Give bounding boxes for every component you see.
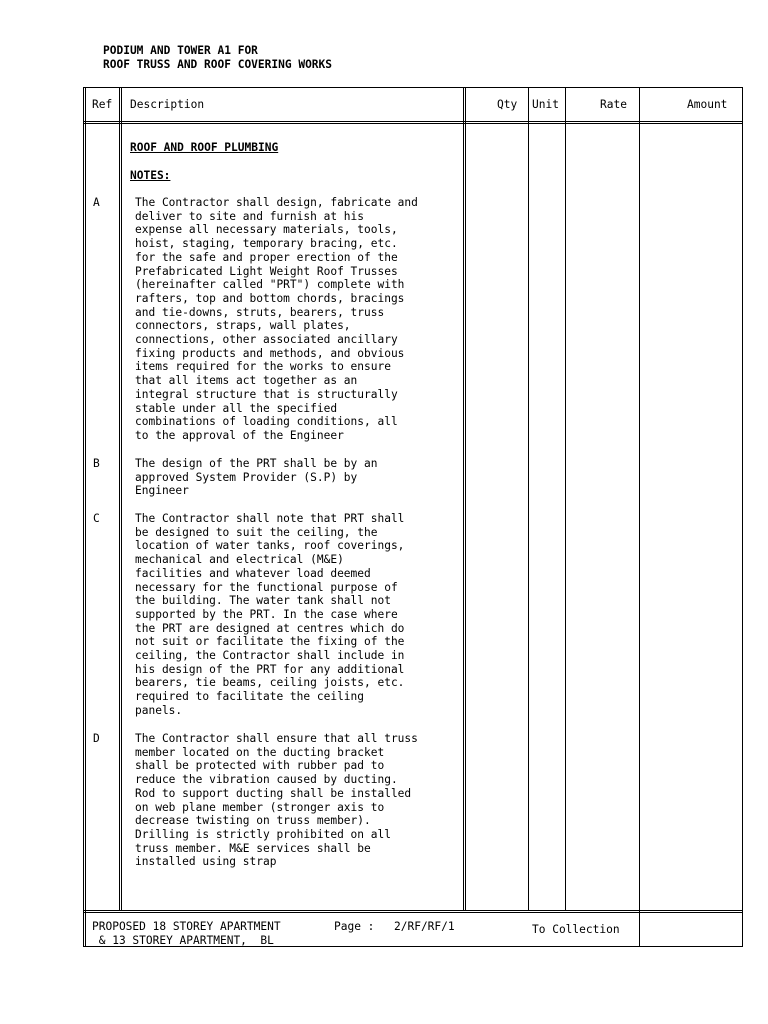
footer-project-line-2: & 13 STOREY APARTMENT, BL [92,934,274,947]
qty-unit-divider [528,87,529,911]
footer-top-border [83,910,743,911]
item-text-d: The Contractor shall ensure that all truss member located on the ducting bracket shall be protected with rubber pad to reduce the vibration caused by ducting. Rod to support ducting shall be installed on web plane member (stronger axis to decrease twisting on truss member). Drilling is strictly prohibited on all truss member. M&E services shall be installed using strap [135,732,418,869]
footer-to-collection: To Collection [532,923,620,936]
ref-desc-divider-double [121,87,122,911]
table-top-border [83,87,743,88]
footer-project-line-1: PROPOSED 18 STOREY APARTMENT [92,920,281,933]
unit-rate-divider [565,87,566,911]
left-border-double [85,87,86,947]
item-ref-d: D [93,732,100,745]
item-text-b: The design of the PRT shall be by an approved System Provider (S.P) by Engineer [135,457,378,498]
item-text-c: The Contractor shall note that PRT shall be designed to suit the ceiling, the location of water tanks, roof coverings, mechanical and electrical (M&E) facilities and whatever load deemed necessary for the functional purpose of the building. The water tank shall not supported by the PRT. In the case where the PRT are designed at centres which do not suit or facilitate the fixing of the ceiling, the Contractor shall include in his design of the PRT for any additional bearers, tie beams, ceiling joists, etc. required to facilitate the ceiling panels. [135,512,405,717]
desc-qty-divider [463,87,464,911]
item-ref-b: B [93,457,100,470]
item-text-a: The Contractor shall design, fabricate and deliver to site and furnish at his expense all necessary materials, tools, hoist, staging, temporary bracing, etc. for the safe and proper erection of the Prefabricated Light Weight Roof Trusses (hereinafter called "PRT") complete with rafters, top and bottom chords, bracings and tie-downs, struts, bearers, truss connectors, straps, wall plates, connections, other associated ancillary fixing products and methods, and obvious items required for the works to ensure that all items act together as an integral structure that is structurally stable under all the specified combinations of loading conditions, all to the approval of the Engineer [135,196,418,442]
header-bottom-border [83,121,743,122]
col-header-ref: Ref [92,98,113,111]
ref-desc-divider [119,87,120,911]
header-bottom-border-double [83,123,743,124]
col-header-unit: Unit [532,98,559,111]
footer-page-number: 2/RF/RF/1 [394,920,455,933]
col-header-description: Description [130,98,205,111]
col-header-amount: Amount [687,98,728,111]
document-title-line-2: ROOF TRUSS AND ROOF COVERING WORKS [103,58,333,71]
item-ref-c: C [93,512,100,525]
desc-qty-divider-double [465,87,466,911]
right-border [742,87,743,947]
section-heading: ROOF AND ROOF PLUMBING [130,141,279,154]
col-header-rate: Rate [600,98,627,111]
footer-page-label: Page : [334,920,375,933]
left-border [83,87,84,947]
footer-top-border-double [83,912,743,913]
rate-amount-divider [639,87,640,947]
col-header-qty: Qty [497,98,518,111]
notes-label: NOTES: [130,169,171,182]
item-ref-a: A [93,196,100,209]
document-title-line-1: PODIUM AND TOWER A1 FOR [103,44,258,57]
